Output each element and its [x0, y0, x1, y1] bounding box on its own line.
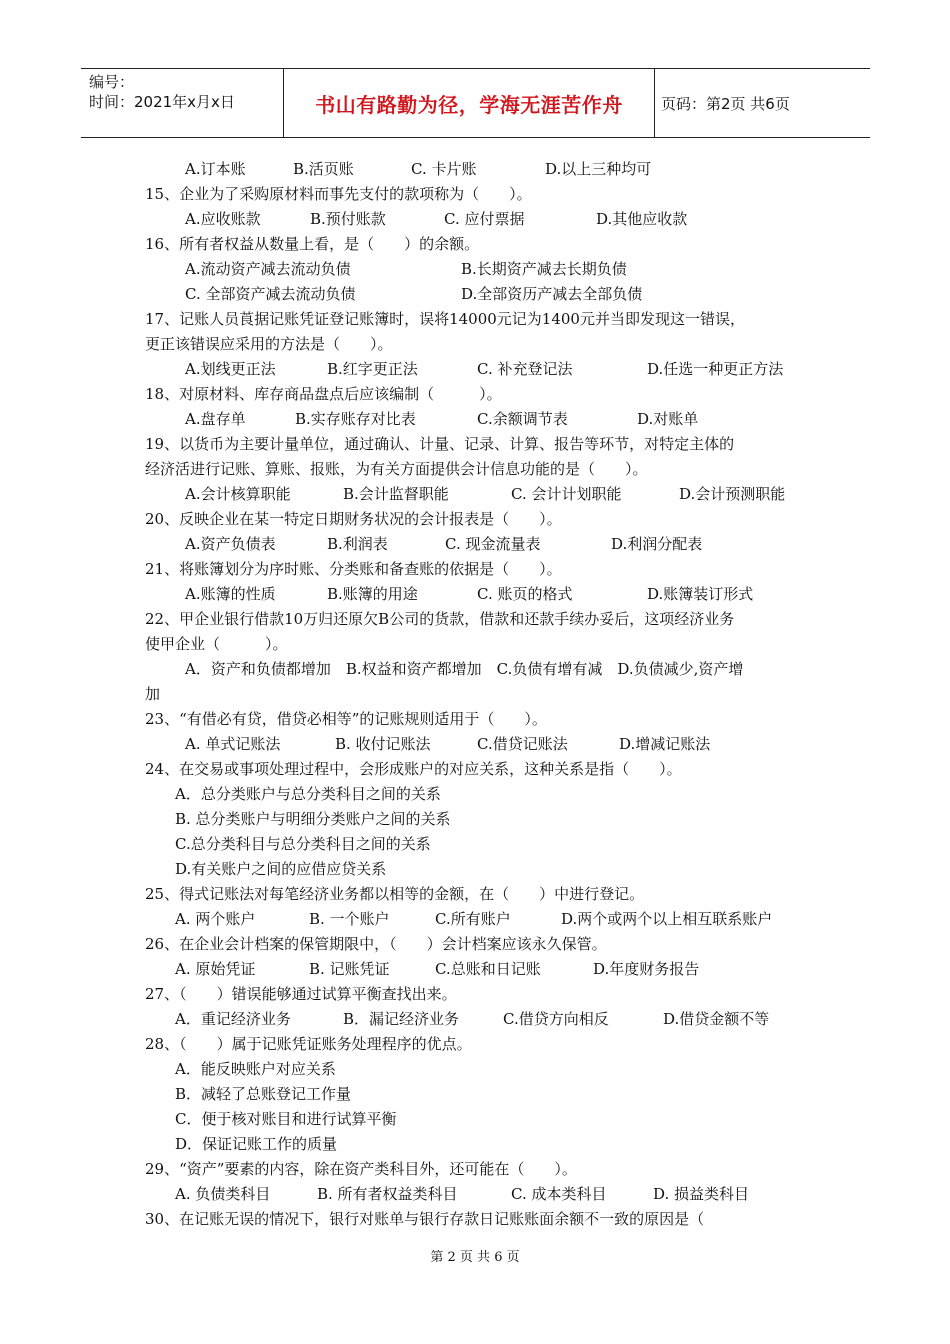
q25: 25、得式记账法对每笔经济业务都以相等的金额，在（ ）中进行登记。	[145, 885, 645, 903]
option: D.账簿装订形式	[647, 585, 754, 603]
option: A．重记经济业务	[175, 1010, 291, 1028]
option: B.利润表	[327, 535, 388, 553]
q30: 30、在记账无误的情况下，银行对账单与银行存款日记账账面余额不一致的原因是（	[145, 1210, 705, 1228]
q22-options: A．资产和负债都增加 B.权益和资产都增加 C.负债有增有减 D.负债减少,资产增	[185, 660, 744, 678]
option: A.应收账款	[185, 210, 261, 228]
option: C. 全部资产减去流动负债	[185, 285, 356, 303]
q28-option-c: C．便于核对账目和进行试算平衡	[175, 1110, 397, 1128]
q24: 24、在交易或事项处理过程中，会形成账户的对应关系，这种关系是指（ ）。	[145, 760, 682, 778]
header-motto: 书山有路勤为径，学海无涯苦作舟	[283, 69, 655, 137]
q26: 26、在企业会计档案的保管期限中，（ ）会计档案应该永久保管。	[145, 935, 607, 953]
q29: 29、“资产”要素的内容，除在资产类科目外，还可能在（ ）。	[145, 1160, 577, 1178]
option: A. 原始凭证	[175, 960, 256, 978]
option: B.预付账款	[310, 210, 386, 228]
option: C.借贷方向相反	[503, 1010, 609, 1028]
q26-options	[175, 958, 699, 980]
q24-option-c: C.总分类科目与总分类科目之间的关系	[175, 835, 431, 853]
option: C.总账和日记账	[435, 960, 541, 978]
option: A. 负债类科目	[175, 1185, 271, 1203]
option: B.长期资产减去长期负债	[461, 260, 627, 278]
q24-option-b: B. 总分类账户与明细分类账户之间的关系	[175, 810, 451, 828]
option: A.盘存单	[185, 410, 246, 428]
option: B.活页账	[293, 160, 354, 178]
q19-line1: 19、以货币为主要计量单位，通过确认、计量、记录、计算、报告等环节，对特定主体的	[145, 435, 735, 453]
q18: 18、对原材料、库存商品盘点后应该编制（ ）。	[145, 385, 502, 403]
option: C. 补充登记法	[477, 360, 573, 378]
option: C.余额调节表	[477, 410, 568, 428]
option: D.两个或两个以上相互联系账户	[561, 910, 773, 928]
option: D.借贷金额不等	[663, 1010, 770, 1028]
option: D.以上三种均可	[545, 160, 652, 178]
option: B. 记账凭证	[309, 960, 390, 978]
option: A. 单式记账法	[185, 735, 281, 753]
header-page-label: 页码：第2页 共6页	[661, 94, 790, 113]
q16: 16、所有者权益从数量上看，是（ ）的余额。	[145, 235, 480, 253]
time-label: 时间：2021年x月x日	[89, 93, 235, 111]
q22-options-cont: 加	[145, 685, 161, 703]
q27-options	[175, 1008, 769, 1030]
option: B. 所有者权益类科目	[317, 1185, 458, 1203]
option: C.所有账户	[435, 910, 511, 928]
option: B．漏记经济业务	[343, 1010, 460, 1028]
q24-option-d: D.有关账户之间的应借应贷关系	[175, 860, 387, 878]
option: B.红字更正法	[327, 360, 418, 378]
q29-options	[175, 1183, 749, 1205]
option: D. 损益类科目	[653, 1185, 750, 1203]
q22-line2: 使甲企业（ ）。	[145, 635, 288, 653]
q27: 27、（ ）错误能够通过试算平衡查找出来。	[145, 985, 457, 1003]
q23-options	[185, 733, 710, 755]
option: B. 收付记账法	[335, 735, 431, 753]
page-footer: 第 2 页 共 6 页	[430, 1250, 520, 1265]
option: D.会计预测职能	[679, 485, 786, 503]
q20: 20、反映企业在某一特定日期财务状况的会计报表是（ ）。	[145, 510, 562, 528]
option: D.对账单	[637, 410, 699, 428]
option: A.划线更正法	[185, 360, 276, 378]
q19-line2: 经济活进行记账、算账、报账，为有关方面提供会计信息功能的是（ ）。	[145, 460, 648, 478]
option: C. 应付票据	[444, 210, 525, 228]
option: C. 成本类科目	[511, 1185, 607, 1203]
number-label: 编号：	[89, 73, 135, 91]
option: A.资产负债表	[185, 535, 276, 553]
q28: 28、（ ）属于记账凭证账务处理程序的优点。	[145, 1035, 472, 1053]
option: A.流动资产减去流动负债	[185, 260, 351, 278]
q22-line1: 22、甲企业银行借款10万归还原欠B公司的货款，借款和还款手续办妥后，这项经济业务	[145, 610, 735, 628]
option: A.订本账	[185, 160, 246, 178]
option: A. 两个账户	[175, 910, 256, 928]
option: D.利润分配表	[611, 535, 703, 553]
option: D.全部资历产减去全部负债	[461, 285, 643, 303]
option: B.会计监督职能	[343, 485, 449, 503]
option: B. 一个账户	[309, 910, 390, 928]
option: C. 账页的格式	[477, 585, 573, 603]
option: C.借贷记账法	[477, 735, 568, 753]
q28-option-a: A．能反映账户对应关系	[175, 1060, 336, 1078]
q23: 23、“有借必有贷，借贷必相等”的记账规则适用于（ ）。	[145, 710, 547, 728]
option: D.增减记账法	[619, 735, 711, 753]
q17-line2: 更正该错误应采用的方法是（ ）。	[145, 335, 393, 353]
option: D.任选一种更正方法	[647, 360, 784, 378]
option: C. 现金流量表	[445, 535, 541, 553]
option: D.其他应收款	[596, 210, 688, 228]
q17-line1: 17、记账人员莨据记账凭证登记账簿时，误将14000元记为1400元并当即发现这一错误，	[145, 310, 745, 328]
option: A.会计核算职能	[185, 485, 291, 503]
option: D.年度财务报告	[593, 960, 700, 978]
option: A.账簿的性质	[185, 585, 276, 603]
q21: 21、将账簿划分为序时账、分类账和备查账的依据是（ ）。	[145, 560, 562, 578]
q28-option-d: D．保证记账工作的质量	[175, 1135, 338, 1153]
q25-options	[175, 908, 772, 930]
option: C. 会计计划职能	[511, 485, 622, 503]
q24-option-a: A．总分类账户与总分类科目之间的关系	[175, 785, 441, 803]
q28-option-b: B．减轻了总账登记工作量	[175, 1085, 352, 1103]
q15: 15、企业为了采购原材料而事先支付的款项称为（ ）。	[145, 185, 532, 203]
option: B.账簿的用途	[327, 585, 418, 603]
option: B.实存账存对比表	[295, 410, 416, 428]
option: C. 卡片账	[411, 160, 477, 178]
